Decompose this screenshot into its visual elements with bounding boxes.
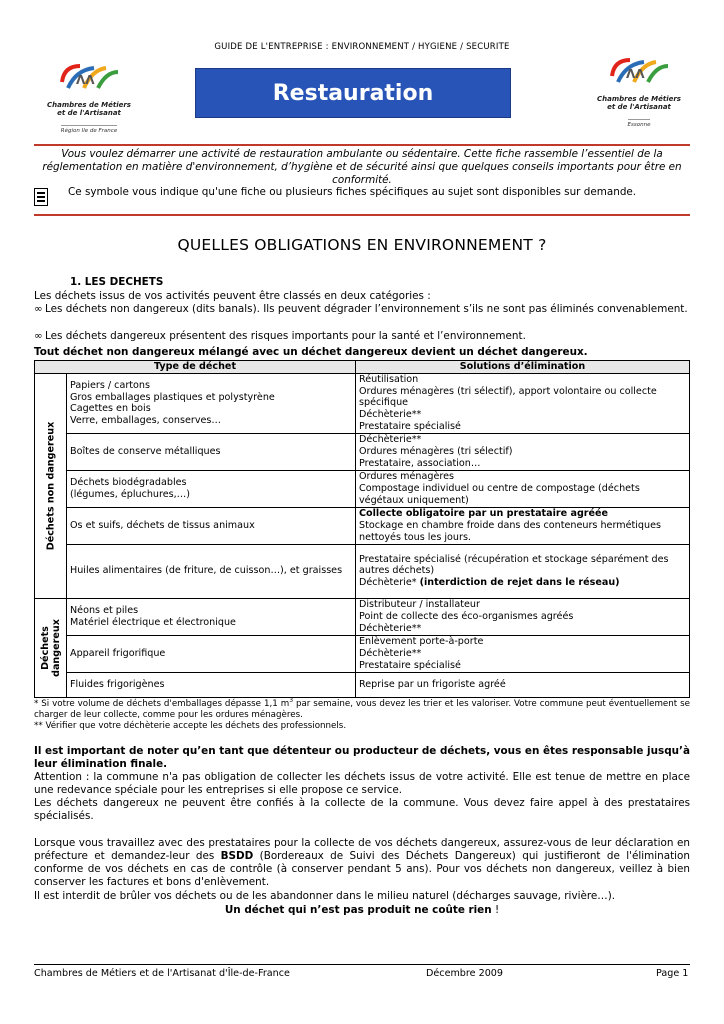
solution-line: Reprise par un frigoriste agréé <box>359 678 506 690</box>
slogan: Un déchet qui n’est pas produit ne coûte rien ! <box>224 904 500 916</box>
type-line: Cagettes en bois <box>70 403 151 415</box>
table-row <box>35 470 690 507</box>
table-header-row <box>35 361 690 374</box>
bsdd-paragraph: Lorsque vous travaillez avec des prestataires pour la collecte de vos déchets dangereux, assurez-vous de leur déclaration en préfecture et demandez-leur des BSDD (Bordereaux de Suivi des Déchets Dangereux) qui justifieront de l'élimination conforme de vos déchets en cas de contrôle (à conserver pendant 5 ans). Pour vos déchets non dangereux, veillez à bien conserver les factures et bons d'enlèvement. <box>34 837 690 888</box>
type-line: (légumes, épluchures,…) <box>70 488 191 500</box>
footer-page: Page 1 <box>656 968 689 979</box>
logo-region: Région Ile de France <box>61 125 117 134</box>
table-row <box>35 635 690 672</box>
solution-line: Déchèterie** <box>359 434 422 446</box>
dechets-heading: 1. LES DECHETS <box>70 276 164 288</box>
solution-cell <box>356 635 690 672</box>
table-row <box>35 672 690 697</box>
type-cell <box>67 470 356 507</box>
bullet-icon: ∞ <box>34 303 43 315</box>
solution-line: Point de collecte des éco-organismes agréés <box>359 610 574 622</box>
cma-logo-left <box>46 60 132 136</box>
type-line: Verre, emballages, conserves… <box>70 415 221 427</box>
solution-line: Prestataire spécialisé <box>359 659 461 671</box>
table-row <box>35 433 690 470</box>
table-notes <box>34 695 690 732</box>
solution-line: Prestataire spécialisé <box>359 420 461 432</box>
note-decheterie: ** Vérifier que votre déchèterie accepte les déchets des professionnels. <box>34 720 347 731</box>
type-line: Os et suifs, déchets de tissus animaux <box>70 519 255 531</box>
solution-text-bold: (interdiction de rejet dans le réseau) <box>419 577 620 589</box>
logo-name: Chambres de Métiers et de l'Artisanat <box>597 95 681 111</box>
type-line: Déchets biodégradables <box>70 477 187 488</box>
section-title: QUELLES OBLIGATIONS EN ENVIRONNEMENT ? <box>177 236 547 254</box>
table-row <box>35 598 690 635</box>
cma-logo-mark <box>604 54 674 88</box>
bullet-text: Les déchets dangereux présentent des risques importants pour la santé et l’environnement. <box>45 330 526 342</box>
type-line: Huiles alimentaires (de friture, de cuisson…), et graisses <box>70 565 343 577</box>
symbol-text: Ce symbole vous indique qu'une fiche ou plusieurs fiches spécifiques au sujet sont disponibles sur demande. <box>68 186 637 198</box>
bullet-text: Les déchets non dangereux (dits banals). Ils peuvent dégrader l’environnement s’ils ne sont pas éliminés convenablement. <box>45 303 688 315</box>
type-cell <box>67 433 356 470</box>
dangerous-waste-paragraph: Les déchets dangereux ne peuvent être confiés à la collecte de la commune. Vous devez faire appel à des prestataires spécialisés. <box>34 797 690 822</box>
footer-rule <box>34 964 690 965</box>
type-line: Papiers / cartons <box>70 379 150 391</box>
bullet-non-dangereux <box>34 303 690 316</box>
type-line: Néons et piles <box>70 605 139 616</box>
type-line: Appareil frigorifique <box>70 647 166 659</box>
svg-text:ΛΛ: ΛΛ <box>626 67 645 81</box>
table-row <box>35 544 690 598</box>
solution-cell <box>356 470 690 507</box>
cma-logo-right <box>596 54 682 130</box>
solution-text: Déchèterie* <box>359 577 420 589</box>
page-title: Restauration <box>272 80 434 106</box>
solution-cell <box>356 598 690 635</box>
bullet-icon: ∞ <box>34 330 43 342</box>
group-label: Déchets dangereux <box>39 618 62 677</box>
group-non-dangereux <box>35 373 67 598</box>
table-row <box>35 507 690 544</box>
solution-line: Réutilisation <box>359 373 419 385</box>
group-label: Déchets non dangereux <box>45 421 56 551</box>
type-cell <box>67 507 356 544</box>
solution-line: Compostage individuel ou centre de compostage (déchets végétaux uniquement) <box>359 482 640 506</box>
solution-line: Enlèvement porte-à-porte <box>359 636 484 648</box>
intro-text: Vous voulez démarrer une activité de restauration ambulante ou sédentaire. Cette fiche rassemble l’essentiel de la réglementation en matière d'environnement, d’hygiène et de sécurité ainsi que quelques conseils importants pour être en conformité. <box>42 148 682 186</box>
solution-cell <box>356 544 690 598</box>
type-cell <box>67 598 356 635</box>
bullet-dangereux <box>34 330 690 343</box>
logo-name: Chambres de Métiers et de l'Artisanat <box>47 101 131 117</box>
note-emballages: * Si votre volume de déchets d'emballages dépasse 1,1 $m^3$ par semaine, vous devez les trier et les valoriser. Votre commune peut éventuellement se charger de leur collecte, comme pour les ordures ménagères. <box>34 697 690 720</box>
type-line: Gros emballages plastiques et polystyrène <box>70 391 275 403</box>
solution-cell <box>356 507 690 544</box>
svg-text:ΛΛ: ΛΛ <box>76 73 95 87</box>
waste-table <box>34 360 690 698</box>
title-banner <box>195 68 511 118</box>
solution-line <box>359 577 686 589</box>
solution-cell <box>356 373 690 433</box>
type-cell <box>67 373 356 433</box>
group-dangereux <box>35 598 67 697</box>
cma-logo-mark <box>54 60 124 94</box>
type-cell <box>67 544 356 598</box>
solution-line: Ordures ménagères <box>359 471 455 483</box>
type-line: Boîtes de conserve métalliques <box>70 445 221 457</box>
attention-paragraph: Attention : la commune n'a pas obligation de collecter les déchets issus de votre activité. Elle est tenue de mettre en place une redevance spéciale pour les entreprises si elle propose ce service. <box>34 771 690 796</box>
solution-line: Prestataire, association… <box>359 457 481 469</box>
solution-line: Déchèterie** <box>359 647 422 659</box>
type-cell <box>67 635 356 672</box>
intro-bottom-rule <box>34 214 690 216</box>
responsibility-note: Il est important de noter qu’en tant que détenteur ou producteur de déchets, vous en êtes responsable jusqu’à leur élimination finale. <box>34 745 690 770</box>
solution-line: Distributeur / installateur <box>359 599 480 611</box>
footer-organisation: Chambres de Métiers et de l'Artisanat d'Île-de-France <box>34 968 290 979</box>
footer-date: Décembre 2009 <box>426 968 504 979</box>
type-cell <box>67 672 356 697</box>
type-line: Matériel électrique et électronique <box>70 616 236 628</box>
col-solutions-header: Solutions d’élimination <box>356 361 690 374</box>
mixing-warning: Tout déchet non dangereux mélangé avec un déchet dangereux devient un déchet dangereux. <box>34 346 588 358</box>
solution-line: Ordures ménagères (tri sélectif) <box>359 445 513 457</box>
solution-line: Stockage en chambre froide dans des conteneurs hermétiques nettoyés tous les jours. <box>359 519 661 543</box>
dechets-intro: Les déchets issus de vos activités peuvent être classés en deux catégories : <box>34 290 431 302</box>
solution-line: Ordures ménagères (tri sélectif), apport volontaire ou collecte spécifique <box>359 385 657 409</box>
guide-header: GUIDE DE L'ENTREPRISE : ENVIRONNEMENT / HYGIENE / SECURITE <box>214 42 510 52</box>
col-type-header: Type de déchet <box>35 361 356 374</box>
solution-line: Déchèterie** <box>359 409 422 421</box>
solution-line: Collecte obligatoire par un prestataire agréée <box>359 508 609 520</box>
burning-ban: Il est interdit de brûler vos déchets ou de les abandonner dans le milieu naturel (décharges sauvage, rivière…). <box>34 890 616 902</box>
solution-line: Prestataire spécialisé (récupération et stockage séparément des autres déchets) <box>359 553 669 577</box>
document-icon <box>34 188 48 206</box>
intro-top-rule <box>34 144 690 146</box>
table-row <box>35 373 690 433</box>
solution-line: Déchèterie** <box>359 622 422 634</box>
logo-region: Essonne <box>628 119 651 128</box>
type-line: Fluides frigorigènes <box>70 678 165 690</box>
solution-cell <box>356 433 690 470</box>
solution-cell <box>356 672 690 697</box>
